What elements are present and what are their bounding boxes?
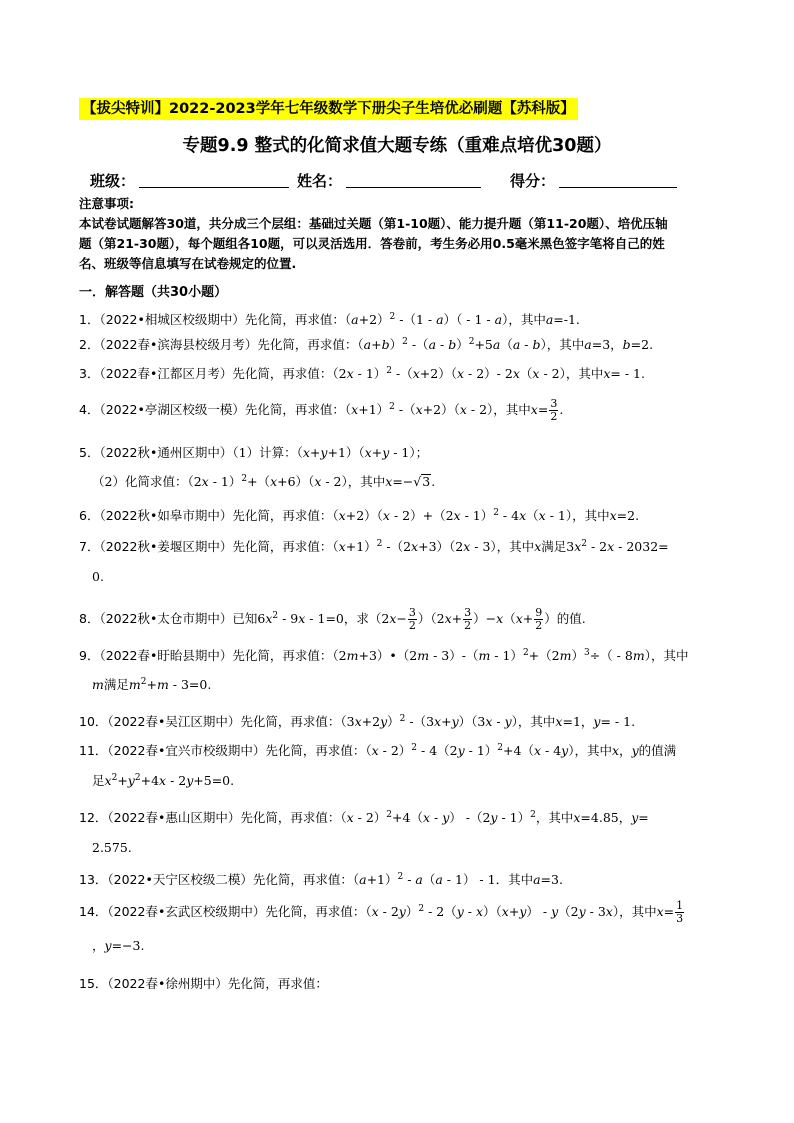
- question-text: 先化简，再求值：（x - 2）$^2$ - 4（2y - 1）$^2$+4（x - 4y），其中x，y的值满: [265, 743, 677, 758]
- class-label: 班级：: [90, 172, 136, 190]
- question-10: [79, 712, 729, 732]
- question-text: 先化简，再求值：（x - 2）$^2$+4（x - y） -（2y - 1）$^2$，其中x=4.85，y=: [240, 810, 649, 825]
- question-5-part-2: （2）化简求值：（2x - 1）$^2$+（x+6）（x - 2），其中x=−√3.: [92, 474, 436, 489]
- score-blank[interactable]: [559, 170, 677, 188]
- question-9-continuation: m满足$m^2+m - 3=0$.: [92, 677, 212, 692]
- question-text: 先化简，再求值：: [227, 976, 328, 991]
- name-label: 姓名：: [297, 172, 343, 190]
- question-source: （2022秋•姜堰区期中）: [99, 539, 233, 554]
- question-source: （2022春•宜兴市校级期中）: [107, 743, 266, 758]
- question-source: （2022•亭湖区校级一模）: [99, 402, 245, 417]
- question-source: （2022秋•太仓市期中）: [99, 611, 233, 626]
- question-text: 先化简，再求值：$(a+1)^2 - a(a - 1) - 1$．其中a=3.: [252, 872, 563, 887]
- question-number: 12．: [79, 810, 108, 825]
- question-4: [79, 398, 729, 423]
- question-number: 1．: [79, 312, 100, 327]
- question-text: 先化简，再求值：（x+2）（x - 2）+（2x - 1）$^2$ - 4x（x - 1），其中x=2.: [232, 508, 640, 523]
- question-11-continuation: 足$x^2+y^2+4x - 2y+5=0$.: [92, 773, 235, 788]
- question-14-continuation: ，y=−3.: [92, 938, 145, 953]
- question-source: （2022春•吴江区期中）: [107, 714, 241, 729]
- question-text: 先化简，再求值：$(x+1)^2$ -（2x+3）（2x - 3），其中x满足$3x^2 - 2x - 2032=$: [232, 539, 669, 554]
- question-3: [79, 364, 729, 384]
- notice-line-2: 题（第21-30题），每个题组各10题，可以灵活选用．答卷前，考生务必用0.5毫米黑色签字笔将自己的姓: [79, 236, 665, 251]
- class-blank[interactable]: [139, 170, 289, 188]
- question-source: （2022春•盱眙县期中）: [99, 648, 233, 663]
- question-number: 14．: [79, 904, 108, 919]
- question-text: 先化简，再求值：$(x+1)^2$ -（x+2）（x - 2），其中x= $\frac{3}{2}$ .: [244, 397, 564, 423]
- question-13: [79, 870, 729, 890]
- notice-line-3: 名、班级等信息填写在试卷规定的位置.: [79, 256, 297, 271]
- question-number: 10．: [79, 714, 108, 729]
- score-field[interactable]: [510, 170, 677, 192]
- question-source: （2022•相城区校级期中）: [99, 312, 245, 327]
- question-source: （2022春•江都区月考）: [99, 366, 233, 381]
- question-number: 5．: [79, 445, 100, 460]
- class-field[interactable]: [90, 170, 289, 192]
- question-2: [79, 335, 729, 355]
- question-number: 9．: [79, 648, 100, 663]
- question-text: 先化简，再求值：（2x - 1）$^2$ -（x+2）（x - 2）- 2x（x - 2），其中x= - 1.: [232, 366, 645, 381]
- question-number: 7．: [79, 539, 100, 554]
- question-text: 先化简，再求值：（x - 2y）$^2$ - 2（y - x）（x+y） - y（2y - 3x），其中x= $\frac{1}{3}$: [265, 899, 684, 925]
- name-field[interactable]: [297, 170, 481, 192]
- question-12: [79, 808, 729, 828]
- score-label: 得分：: [510, 172, 556, 190]
- question-7: [79, 537, 729, 557]
- question-15: [79, 974, 729, 994]
- question-number: 3．: [79, 366, 100, 381]
- question-6: [79, 506, 729, 526]
- question-7-continuation: 0.: [92, 569, 104, 584]
- question-text: 先化简，再求值：$(a+2)^2$ -（1 - a）（ - 1 - a），其中a=-1.: [244, 312, 580, 327]
- question-text: 已知$6x^2 - 9x - 1=0$，求（2x− $\frac{3}{2}$ ）（2x+ $\frac{3}{2}$ ）−x（x+ $\frac{9}{2}$ ）的值.: [232, 606, 586, 632]
- question-source: （2022秋•通州区期中）: [99, 445, 233, 460]
- question-number: 13．: [79, 872, 108, 887]
- question-source: （2022秋•如皋市期中）: [99, 508, 233, 523]
- question-text: （1）计算：（x+y+1）（x+y - 1）；: [232, 445, 429, 460]
- question-9: [79, 646, 729, 666]
- question-12-continuation: 2.575.: [92, 840, 132, 855]
- series-banner: 【拔尖特训】2022-2023学年七年级数学下册尖子生培优必刷题【苏科版】: [79, 98, 578, 120]
- question-source: （2022春•滨海县校级月考）: [99, 337, 258, 352]
- notice-heading: 注意事项:: [79, 196, 134, 211]
- question-source: （2022春•惠山区期中）: [107, 810, 241, 825]
- question-source: （2022春•玄武区校级期中）: [107, 904, 266, 919]
- question-source: （2022•天宁区校级二模）: [107, 872, 253, 887]
- question-11: [79, 741, 729, 761]
- question-number: 15．: [79, 976, 108, 991]
- question-text: 先化简，再求值：$(3x+2y)^2$ -（3x+y）（3x - y），其中x=1，y= - 1.: [240, 714, 636, 729]
- page-title: 专题9.9 整式的化简求值大题专练（重难点培优30题）: [182, 136, 612, 156]
- question-14: [79, 900, 729, 925]
- question-text: 先化简，再求值：（2m+3）•（2m - $3)-(m - 1)^2+(2m)^3\div( - 8m)$，其中: [232, 648, 689, 663]
- question-1: [79, 310, 729, 330]
- notice-line-1: 本试卷试题解答30道，共分成三个层组：基础过关题（第1-10题）、能力提升题（第11-20题）、培优压轴: [79, 216, 668, 231]
- question-number: 8．: [79, 611, 100, 626]
- question-5: [79, 443, 729, 463]
- question-number: 6．: [79, 508, 100, 523]
- question-number: 11．: [79, 743, 108, 758]
- section-title: 一．解答题（共30小题）: [79, 285, 228, 300]
- question-8: [79, 607, 729, 632]
- question-text: 先化简，再求值：$(a+b)^2$ -（a - b）$^2$+5a（a - b），其中a=3，b=2.: [257, 337, 654, 352]
- question-source: （2022春•徐州期中）: [107, 976, 228, 991]
- name-blank[interactable]: [346, 170, 481, 188]
- question-number: 2．: [79, 337, 100, 352]
- question-number: 4．: [79, 402, 100, 417]
